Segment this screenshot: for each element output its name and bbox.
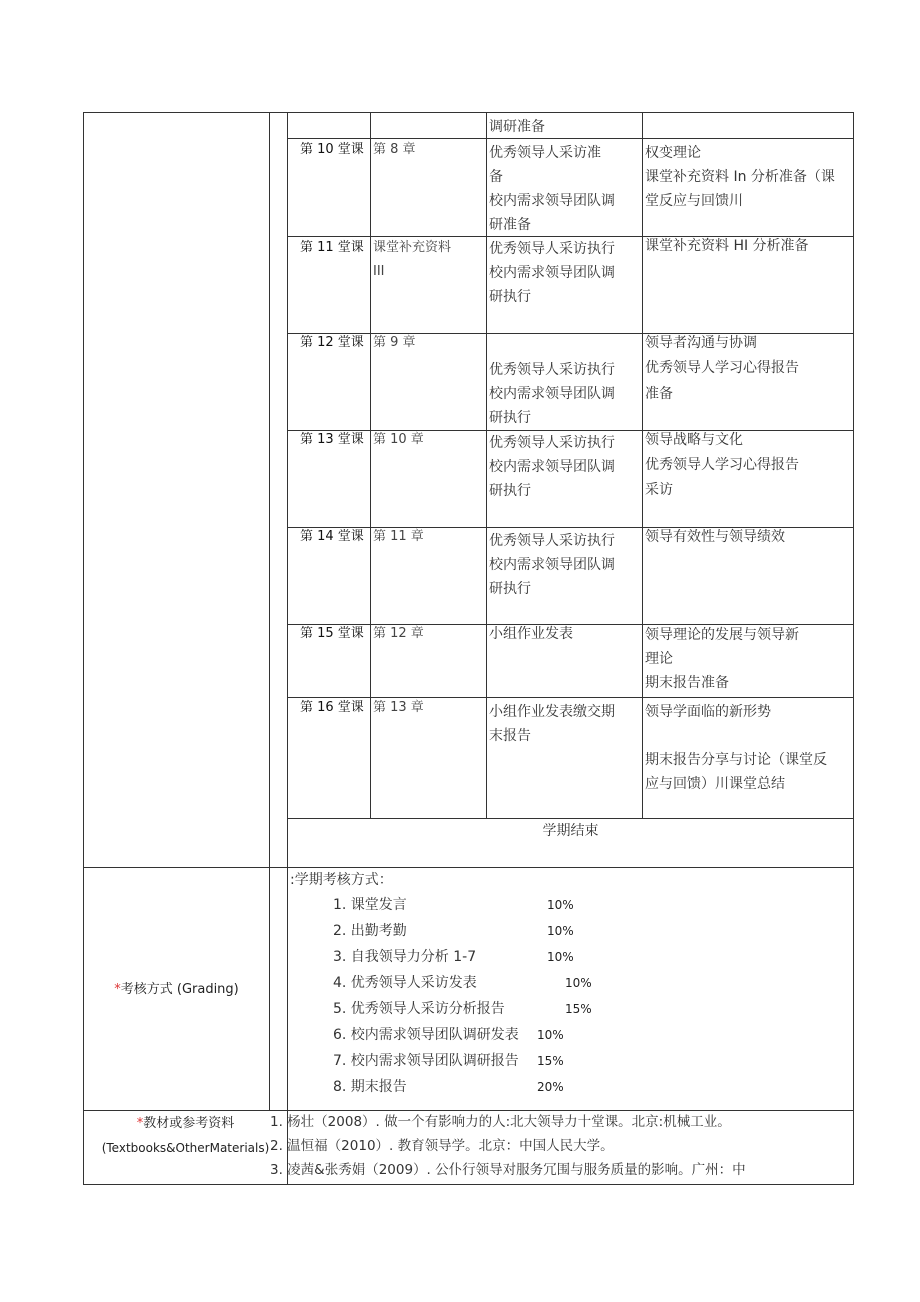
lesson-label: 第 10 堂课	[300, 142, 364, 157]
grading-item: 8. 期末报告	[333, 1079, 407, 1095]
grading-item: 6. 校内需求领导团队调研发表	[333, 1027, 519, 1043]
table-border-right	[853, 112, 854, 1185]
topic-cell: 领导者沟通与协调 优秀领导人学习心得报告 准备	[645, 335, 799, 402]
col-divider	[486, 112, 487, 819]
grading-pct: 10%	[565, 976, 592, 990]
activity-cell: 调研准备	[489, 119, 545, 135]
activity-cell: 优秀领导人采访执行 校内需求领导团队调 研执行	[489, 362, 615, 426]
table-border-left	[83, 112, 84, 1185]
chapter-cell: 第 8 章	[373, 142, 416, 157]
lesson-label: 第 11 堂课	[300, 240, 364, 255]
topic-cell: 领导战略与文化 优秀领导人学习心得报告 采访	[645, 432, 799, 498]
grading-heading: :学期考核方式：	[290, 872, 393, 888]
textbook-list	[270, 1110, 746, 1182]
lesson-label: 第 15 堂课	[300, 626, 364, 641]
chapter-cell: 第 11 章	[373, 529, 424, 544]
activity-cell: 小组作业发表	[489, 626, 573, 642]
topic-cell: 权变理论 课堂补充资料 In 分析准备（课 堂反应与回馈川	[645, 145, 835, 209]
textbook-item: 1. 杨壮（2008）. 做一个有影响力的人:北大领导力十堂课。北京:机械工业。	[270, 1114, 731, 1130]
textbook-item: 2. 温恒福（2010）. 教育领导学。北京：中国人民大学。	[270, 1138, 614, 1154]
activity-cell: 优秀领导人采访执行 校内需求领导团队调 研执行	[489, 533, 615, 597]
activity-cell: 优秀领导人采访准 备 校内需求领导团队调 研准备	[489, 145, 615, 233]
textbook-item: 3. 凌茜&张秀娟（2009）. 公仆行领导对服务冗围与服务质量的影响。广州：中	[270, 1162, 746, 1178]
grading-item: 5. 优秀领导人采访分析报告	[333, 1001, 505, 1017]
grading-pct: 15%	[565, 1002, 592, 1016]
required-star: *	[114, 982, 121, 997]
col-divider	[370, 112, 371, 819]
activity-cell: 小组作业发表缴交期 末报告	[489, 704, 615, 744]
chapter-cell: 第 13 章	[373, 700, 424, 715]
grading-pct: 15%	[537, 1054, 564, 1068]
semester-end-label: 学期结束	[542, 823, 599, 839]
grading-item: 1. 课堂发言	[333, 897, 407, 913]
grading-item: 3. 自我领导力分析 1-7	[333, 949, 477, 965]
col-divider	[269, 112, 270, 1111]
topic-cell: 领导学面临的新形势 期末报告分享与讨论（课堂反 应与回馈）川课堂总结	[645, 704, 827, 792]
table-border-bottom	[83, 1184, 854, 1185]
col-divider	[642, 112, 643, 819]
grading-pct: 10%	[547, 898, 574, 912]
grading-pct: 20%	[537, 1080, 564, 1094]
grading-pct: 10%	[537, 1028, 564, 1042]
activity-cell: 优秀领导人采访执行 校内需求领导团队调 研执行	[489, 241, 615, 305]
grading-pct: 10%	[547, 950, 574, 964]
lesson-label: 第 14 堂课	[300, 529, 364, 544]
topic-cell: 领导有效性与领导绩效	[645, 529, 785, 545]
activity-cell: 优秀领导人采访执行 校内需求领导团队调 研执行	[489, 435, 615, 499]
grading-pct: 10%	[547, 924, 574, 938]
table-border-top	[83, 112, 854, 113]
grading-item: 2. 出勤考勤	[333, 923, 407, 939]
col-divider	[287, 112, 288, 1111]
chapter-cell: 第 12 章	[373, 626, 424, 641]
lesson-label: 第 13 堂课	[300, 432, 364, 447]
chapter-cell: 课堂补充资料 III	[373, 240, 452, 279]
textbooks-label: *教材或参考资料 (Textbooks&OtherMaterials)	[101, 1116, 270, 1155]
chapter-cell: 第 10 章	[373, 432, 424, 447]
topic-cell: 课堂补充资料 HI 分析准备	[645, 238, 809, 254]
chapter-cell: 第 9 章	[373, 335, 416, 350]
required-star: *	[136, 1116, 144, 1131]
grading-label: *考核方式 (Grading)	[114, 982, 239, 997]
lesson-label: 第 12 堂课	[300, 335, 364, 350]
topic-cell: 领导理论的发展与领导新 理论 期末报告准备	[645, 627, 799, 691]
grading-item: 7. 校内需求领导团队调研报告	[333, 1053, 519, 1069]
section-divider	[83, 867, 854, 868]
grading-item: 4. 优秀领导人采访发表	[333, 975, 477, 991]
lesson-label: 第 16 堂课	[300, 700, 364, 715]
